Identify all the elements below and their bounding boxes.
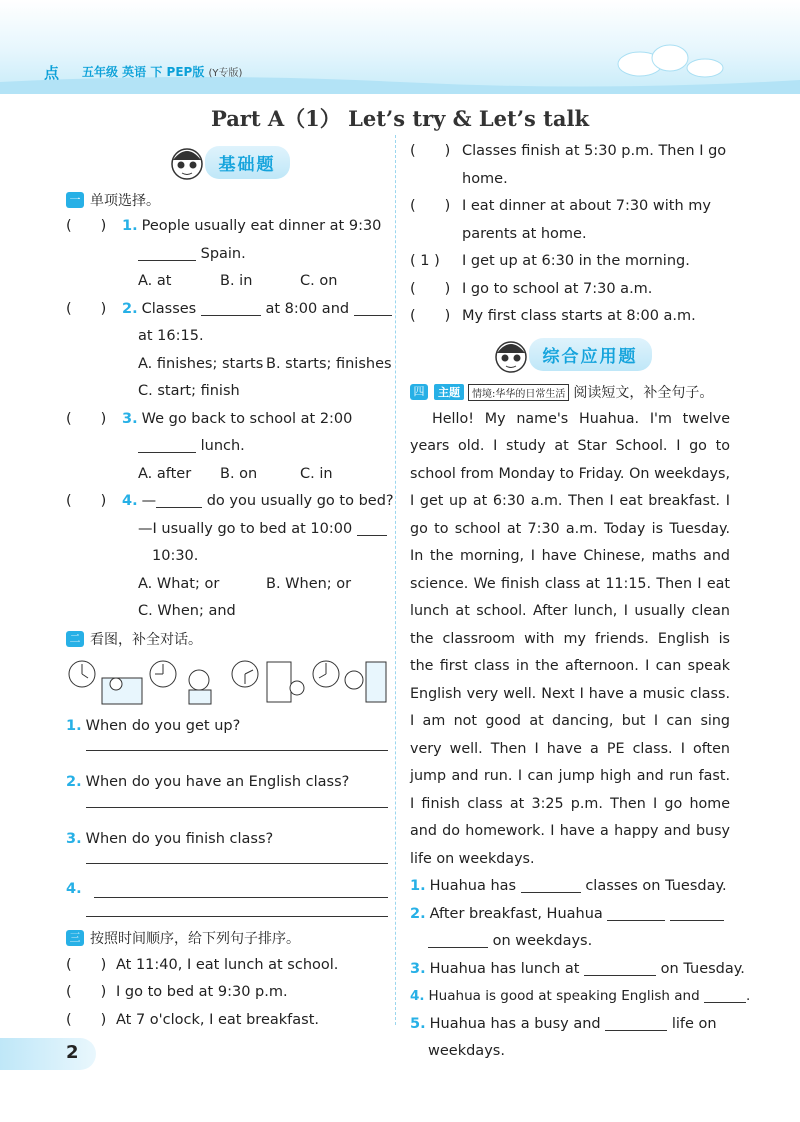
option[interactable]: B. When; or <box>266 575 352 592</box>
answer-parens[interactable]: ( ) <box>66 984 107 1000</box>
fill-blank[interactable] <box>138 437 196 453</box>
fill-blank[interactable] <box>428 932 488 948</box>
options-line <box>66 461 388 489</box>
question-text: Classes <box>141 300 197 317</box>
section-title: 单项选择。 <box>90 192 160 209</box>
fill-blank[interactable] <box>357 520 387 536</box>
question-text: —I usually go to bed at 10:00 <box>138 520 353 537</box>
completion-question <box>410 873 730 901</box>
question-number: 5. <box>410 1015 426 1032</box>
section-heading <box>66 626 388 653</box>
fill-blank[interactable] <box>584 960 656 976</box>
reading-passage: Hello! My name's Huahua. I'm twelve years old. I study at Star School. I go to school from Monday to Friday. On weekdays, I get up at 6:30 a.m. Then I eat breakfast. I go to school at 7:30 a.m. Today is Tuesday. In the morning, I have Chinese, maths and science. We finish class at 11:15. Then I eat lunch at school. After lunch, I usually clean the classroom with my friends. English is the first class in the afternoon. I can speak English very well. Next I have a music class. I am not good at dancing, but I can sing very well. Then I have a PE class. I often jump and run. I can jump high and run fast. I finish class at 3:25 p.m. Then I go home and do homework. I have a happy and busy life on weekdays. <box>410 410 730 867</box>
answer-parens[interactable]: ( ) <box>410 198 451 214</box>
option[interactable]: C. When; and <box>138 603 236 619</box>
bedtime-clock-picture <box>310 658 388 706</box>
option[interactable]: C. in <box>300 465 333 482</box>
question-number: 2. <box>66 774 82 790</box>
question-text: Spain. <box>200 245 246 262</box>
picture-strip <box>66 657 388 707</box>
option[interactable]: B. starts; finishes <box>266 355 392 372</box>
ordering-item <box>410 138 730 166</box>
edition-label: (Y专版) <box>208 68 243 79</box>
options-line <box>66 571 388 599</box>
item-text: I go to bed at 9:30 p.m. <box>116 984 288 1000</box>
question-text: life on <box>671 1015 717 1032</box>
section-number: 三 <box>66 930 84 946</box>
options-line <box>66 598 388 626</box>
question-text: on Tuesday. <box>660 960 745 977</box>
ordering-item <box>410 303 730 331</box>
question-text: When do you finish class? <box>85 830 274 847</box>
question-number: 3. <box>122 410 138 427</box>
question-text: at 8:00 and <box>265 300 350 317</box>
question-line <box>66 213 388 241</box>
question-text: Huahua has lunch at <box>429 960 580 977</box>
page-number: 2 <box>66 1042 79 1063</box>
section-number: 四 <box>410 384 428 400</box>
completion-question <box>410 983 751 1011</box>
question-text: 10:30. <box>152 548 199 564</box>
options-line <box>66 378 388 406</box>
section-heading <box>66 186 388 213</box>
question-number: 4. <box>410 988 425 1004</box>
option[interactable]: A. What; or <box>138 575 220 592</box>
answer-parens[interactable]: ( ) <box>66 300 107 317</box>
right-column <box>410 138 751 1066</box>
section-number: 二 <box>66 631 84 647</box>
question-text: classes on Tuesday. <box>585 878 727 894</box>
question-text: lunch. <box>200 438 245 454</box>
question-text: We go back to school at 2:00 <box>141 410 353 427</box>
section-heading <box>66 925 388 952</box>
question-number: 3. <box>410 960 426 977</box>
badge-label: 综合应用题 <box>529 338 652 371</box>
answer-parens[interactable]: ( ) <box>410 280 451 297</box>
item-text: I get up at 6:30 in the morning. <box>462 253 690 269</box>
completion-question <box>410 956 745 984</box>
option[interactable]: A. after <box>138 465 192 482</box>
dialogue-question <box>66 713 388 741</box>
question-line <box>66 323 388 351</box>
question-text: at 16:15. <box>138 328 204 344</box>
question-text: Huahua has <box>429 878 517 894</box>
ordering-item-cont: parents at home. <box>462 225 587 242</box>
answer-line[interactable] <box>86 863 388 864</box>
mascot-icon <box>489 333 533 377</box>
item-text: My first class starts at 8:00 a.m. <box>462 308 696 324</box>
question-text: do you usually go to bed? <box>206 493 394 509</box>
section-title: 看图，补全对话。 <box>90 632 202 648</box>
theme-tag: 主题 <box>434 384 464 400</box>
answer-parens[interactable]: ( ) <box>66 218 107 234</box>
answer-line[interactable] <box>86 916 388 917</box>
ordering-item <box>66 952 388 980</box>
question-line <box>66 488 394 516</box>
answer-parens[interactable]: ( 1 ) <box>410 253 440 269</box>
answer-line[interactable] <box>86 807 388 808</box>
answer-parens[interactable]: ( ) <box>66 956 107 973</box>
ordering-item <box>410 193 730 221</box>
question-number: 4. <box>122 493 138 509</box>
section-title: 按照时间顺序，给下列句子排序。 <box>90 931 300 947</box>
fill-blank[interactable] <box>607 905 665 921</box>
ordering-item <box>410 276 730 304</box>
fill-blank[interactable] <box>605 1015 667 1031</box>
question-number: 4. <box>66 881 82 897</box>
dialogue-question <box>66 876 388 904</box>
question-text: on weekdays. <box>492 933 593 949</box>
series-label: 五年级 英语 下 PEP版 <box>82 65 205 79</box>
fill-blank[interactable] <box>156 492 202 508</box>
question-text: After breakfast, Huahua <box>429 905 603 922</box>
question-text: People usually eat dinner at 9:30 <box>141 218 382 234</box>
answer-line[interactable] <box>86 750 388 751</box>
cloud-icon <box>610 40 730 80</box>
context-label: 情境:华华的日常生活 <box>468 384 569 401</box>
brand-logo: 点 <box>44 64 60 82</box>
item-text: Classes finish at 5:30 p.m. Then I go <box>462 143 727 159</box>
ordering-item <box>410 248 730 276</box>
question-line <box>66 296 388 324</box>
question-line <box>66 433 388 461</box>
fill-blank[interactable] <box>138 245 196 261</box>
option[interactable]: C. start; finish <box>138 383 240 399</box>
answer-parens[interactable]: ( ) <box>66 1011 107 1028</box>
fill-blank[interactable] <box>704 987 746 1003</box>
answer-parens[interactable]: ( ) <box>410 308 451 324</box>
completion-question <box>410 1011 730 1039</box>
answer-parens[interactable]: ( ) <box>66 493 107 509</box>
badge-label: 基础题 <box>205 146 290 179</box>
ordering-item <box>66 1007 388 1035</box>
fill-blank[interactable] <box>201 300 261 316</box>
column-divider <box>395 135 396 1025</box>
question-text: . <box>745 988 751 1004</box>
option[interactable]: B. in <box>220 273 253 289</box>
option[interactable]: B. on <box>220 465 258 482</box>
finish-class-clock-picture <box>229 658 307 706</box>
dialogue-question <box>66 826 388 854</box>
option[interactable]: C. on <box>300 273 338 289</box>
question-number: 2. <box>410 905 426 922</box>
completion-question: weekdays. <box>428 1043 505 1059</box>
answer-line[interactable] <box>94 882 388 898</box>
question-number: 1. <box>66 717 82 734</box>
page-number-tab <box>0 1038 96 1070</box>
option[interactable]: A. finishes; starts <box>138 355 264 372</box>
fill-blank[interactable] <box>670 905 724 921</box>
completion-question <box>410 901 730 929</box>
mascot-icon <box>165 140 209 184</box>
ordering-item-cont: home. <box>462 170 508 187</box>
wake-up-clock-picture <box>66 658 144 706</box>
section-title: 阅读短文，补全句子。 <box>573 385 714 401</box>
applied-section-badge <box>410 331 730 379</box>
question-text: Huahua is good at speaking English and <box>428 988 700 1004</box>
question-line <box>66 516 388 544</box>
question-text: When do you have an English class? <box>85 774 350 790</box>
options-line <box>66 351 392 379</box>
question-text: When do you get up? <box>85 717 241 734</box>
answer-parens[interactable]: ( ) <box>66 410 107 427</box>
options-line <box>66 268 388 296</box>
question-number: 1. <box>410 878 426 894</box>
dialogue-question <box>66 769 388 797</box>
answer-parens[interactable]: ( ) <box>410 143 451 159</box>
item-text: At 7 o'clock, I eat breakfast. <box>116 1011 319 1028</box>
question-number: 3. <box>66 830 82 847</box>
question-number: 2. <box>122 300 138 317</box>
option[interactable]: A. at <box>138 273 172 289</box>
question-line <box>66 241 388 269</box>
left-column <box>66 138 394 1034</box>
section-heading <box>410 379 730 406</box>
question-text: — <box>141 493 157 509</box>
item-text: I go to school at 7:30 a.m. <box>462 280 653 297</box>
item-text: I eat dinner at about 7:30 with my <box>462 198 711 214</box>
fill-blank[interactable] <box>521 877 581 893</box>
completion-question <box>410 928 730 956</box>
basic-section-badge <box>66 138 388 186</box>
section-number: 一 <box>66 192 84 208</box>
question-line <box>66 406 388 434</box>
fill-blank[interactable] <box>354 300 392 316</box>
book-series <box>82 63 242 80</box>
question-line <box>66 543 388 571</box>
question-text: Huahua has a busy and <box>429 1015 601 1032</box>
question-number: 1. <box>122 218 138 234</box>
ordering-item <box>66 979 388 1007</box>
item-text: At 11:40, I eat lunch at school. <box>116 956 339 973</box>
page-title: Part A（1） Let’s try & Let’s talk <box>210 106 590 131</box>
english-class-clock-picture <box>147 658 225 706</box>
